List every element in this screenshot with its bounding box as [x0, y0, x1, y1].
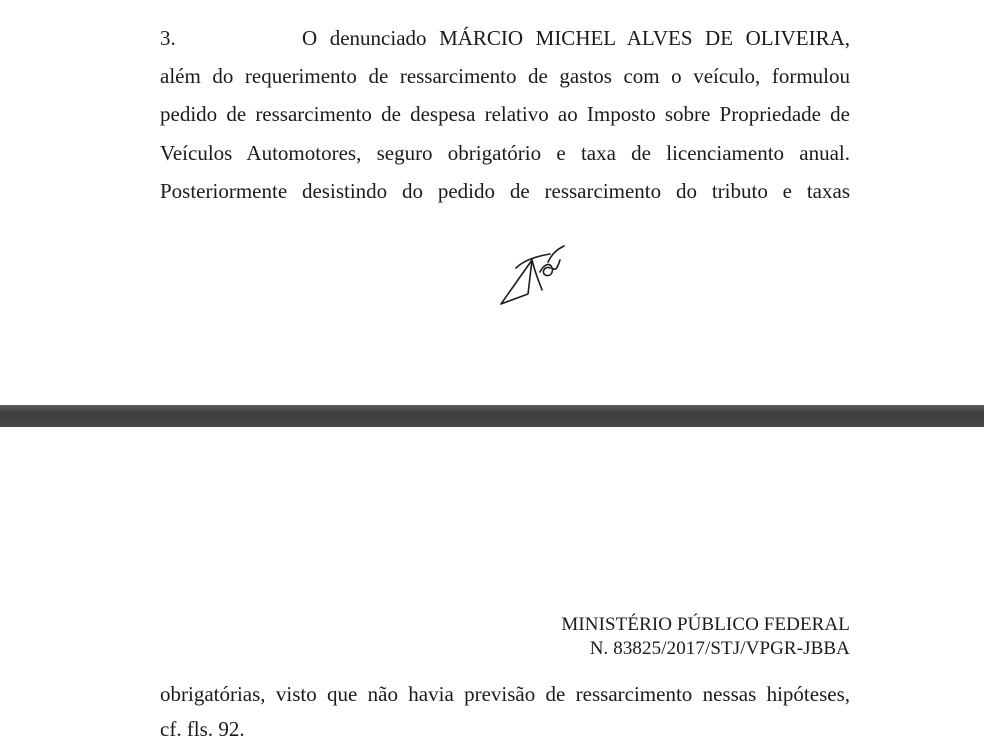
header-institution: MINISTÉRIO PÚBLICO FEDERAL — [561, 614, 850, 635]
handwritten-initials-icon — [498, 242, 572, 306]
page-divider — [0, 405, 984, 427]
text-line-3: pedido de ressarcimento de despesa relativo ao Imposto sobre Propriedade de — [160, 102, 850, 126]
paragraph-number: 3. — [160, 26, 176, 50]
text-line-1: O denunciado MÁRCIO MICHEL ALVES DE OLIVEIRA, — [302, 26, 850, 50]
text-line-6: obrigatórias, visto que não havia previsão de ressarcimento nessas hipóteses, — [160, 682, 850, 706]
document-page-bottom — [0, 427, 984, 748]
header-document-number: N. 83825/2017/STJ/VPGR-JBBA — [589, 638, 850, 659]
text-line-4: Veículos Automotores, seguro obrigatório e taxa de licenciamento anual. — [160, 141, 850, 165]
text-line-7: cf. fls. 92. — [160, 717, 245, 741]
text-line-2: além do requerimento de ressarcimento de gastos com o veículo, formulou — [160, 64, 850, 88]
text-line-5: Posteriormente desistindo do pedido de ressarcimento do tributo e taxas — [160, 179, 850, 203]
